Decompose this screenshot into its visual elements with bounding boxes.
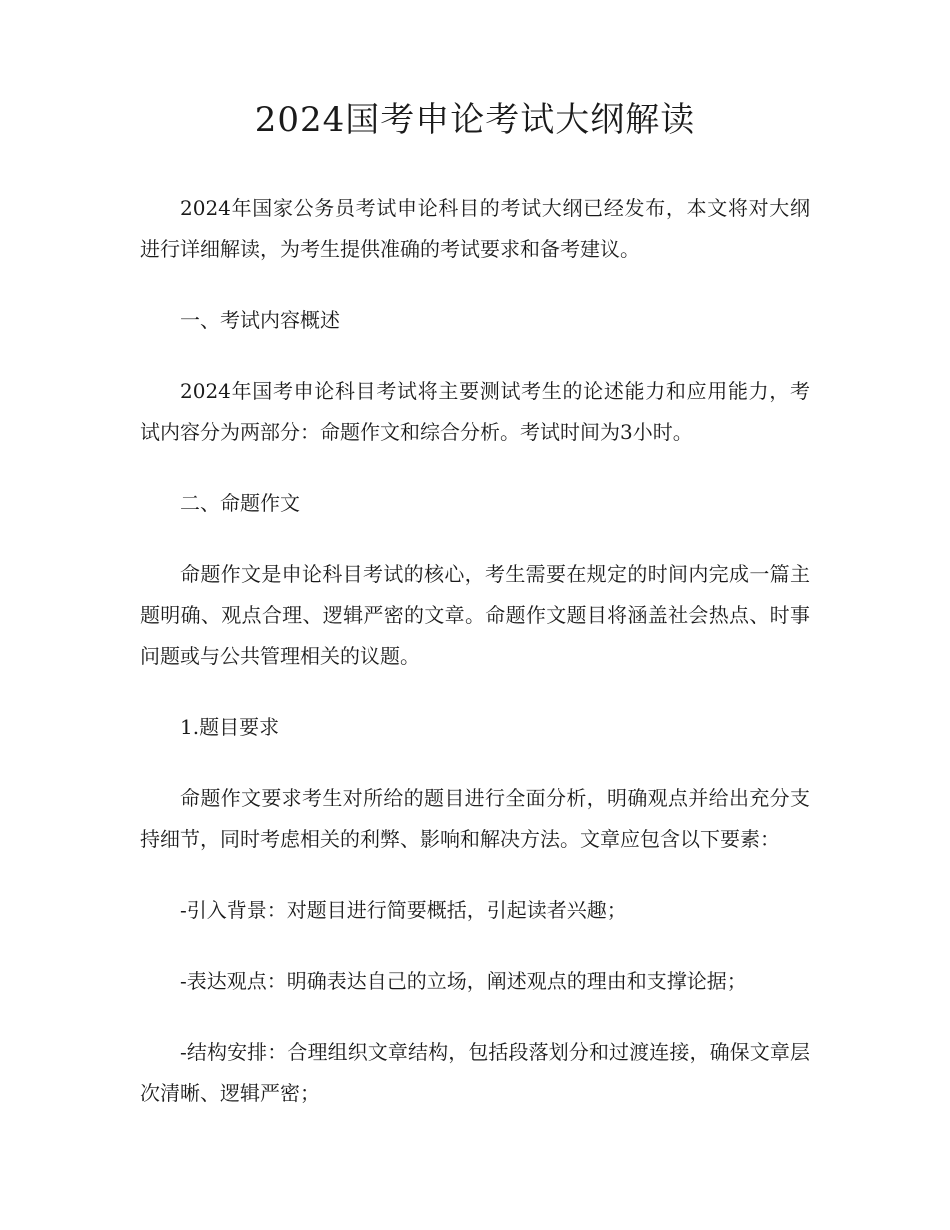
subsection-heading-requirements: 1.题目要求 xyxy=(180,715,280,739)
requirements-paragraph: 命题作文要求考生对所给的题目进行全面分析，明确观点并给出充分支持细节，同时考虑相关的利弊、影响和解决方法。文章应包含以下要素： xyxy=(140,786,810,851)
list-item-viewpoint: -表达观点：明确表达自己的立场，阐述观点的理由和支撑论据； xyxy=(180,969,747,993)
intro-paragraph: 2024年国家公务员考试申论科目的考试大纲已经发布，本文将对大纲进行详细解读，为考生提供准确的考试要求和备考建议。 xyxy=(140,196,810,261)
section-heading-essay: 二、命题作文 xyxy=(180,491,300,515)
list-item-structure: -结构安排：合理组织文章结构，包括段落划分和过渡连接，确保文章层次清晰、逻辑严密； xyxy=(140,1040,810,1105)
document-body xyxy=(140,188,810,1114)
essay-paragraph: 命题作文是申论科目考试的核心，考生需要在规定的时间内完成一篇主题明确、观点合理、逻辑严密的文章。命题作文题目将涵盖社会热点、时事问题或与公共管理相关的议题。 xyxy=(140,562,810,668)
overview-paragraph: 2024年国考申论科目考试将主要测试考生的论述能力和应用能力，考试内容分为两部分：命题作文和综合分析。考试时间为3小时。 xyxy=(140,379,810,444)
document-title: 2024国考申论考试大纲解读 xyxy=(254,100,696,140)
section-heading-overview: 一、考试内容概述 xyxy=(180,308,340,332)
list-item-background: -引入背景：对题目进行简要概括，引起读者兴趣； xyxy=(180,898,627,922)
